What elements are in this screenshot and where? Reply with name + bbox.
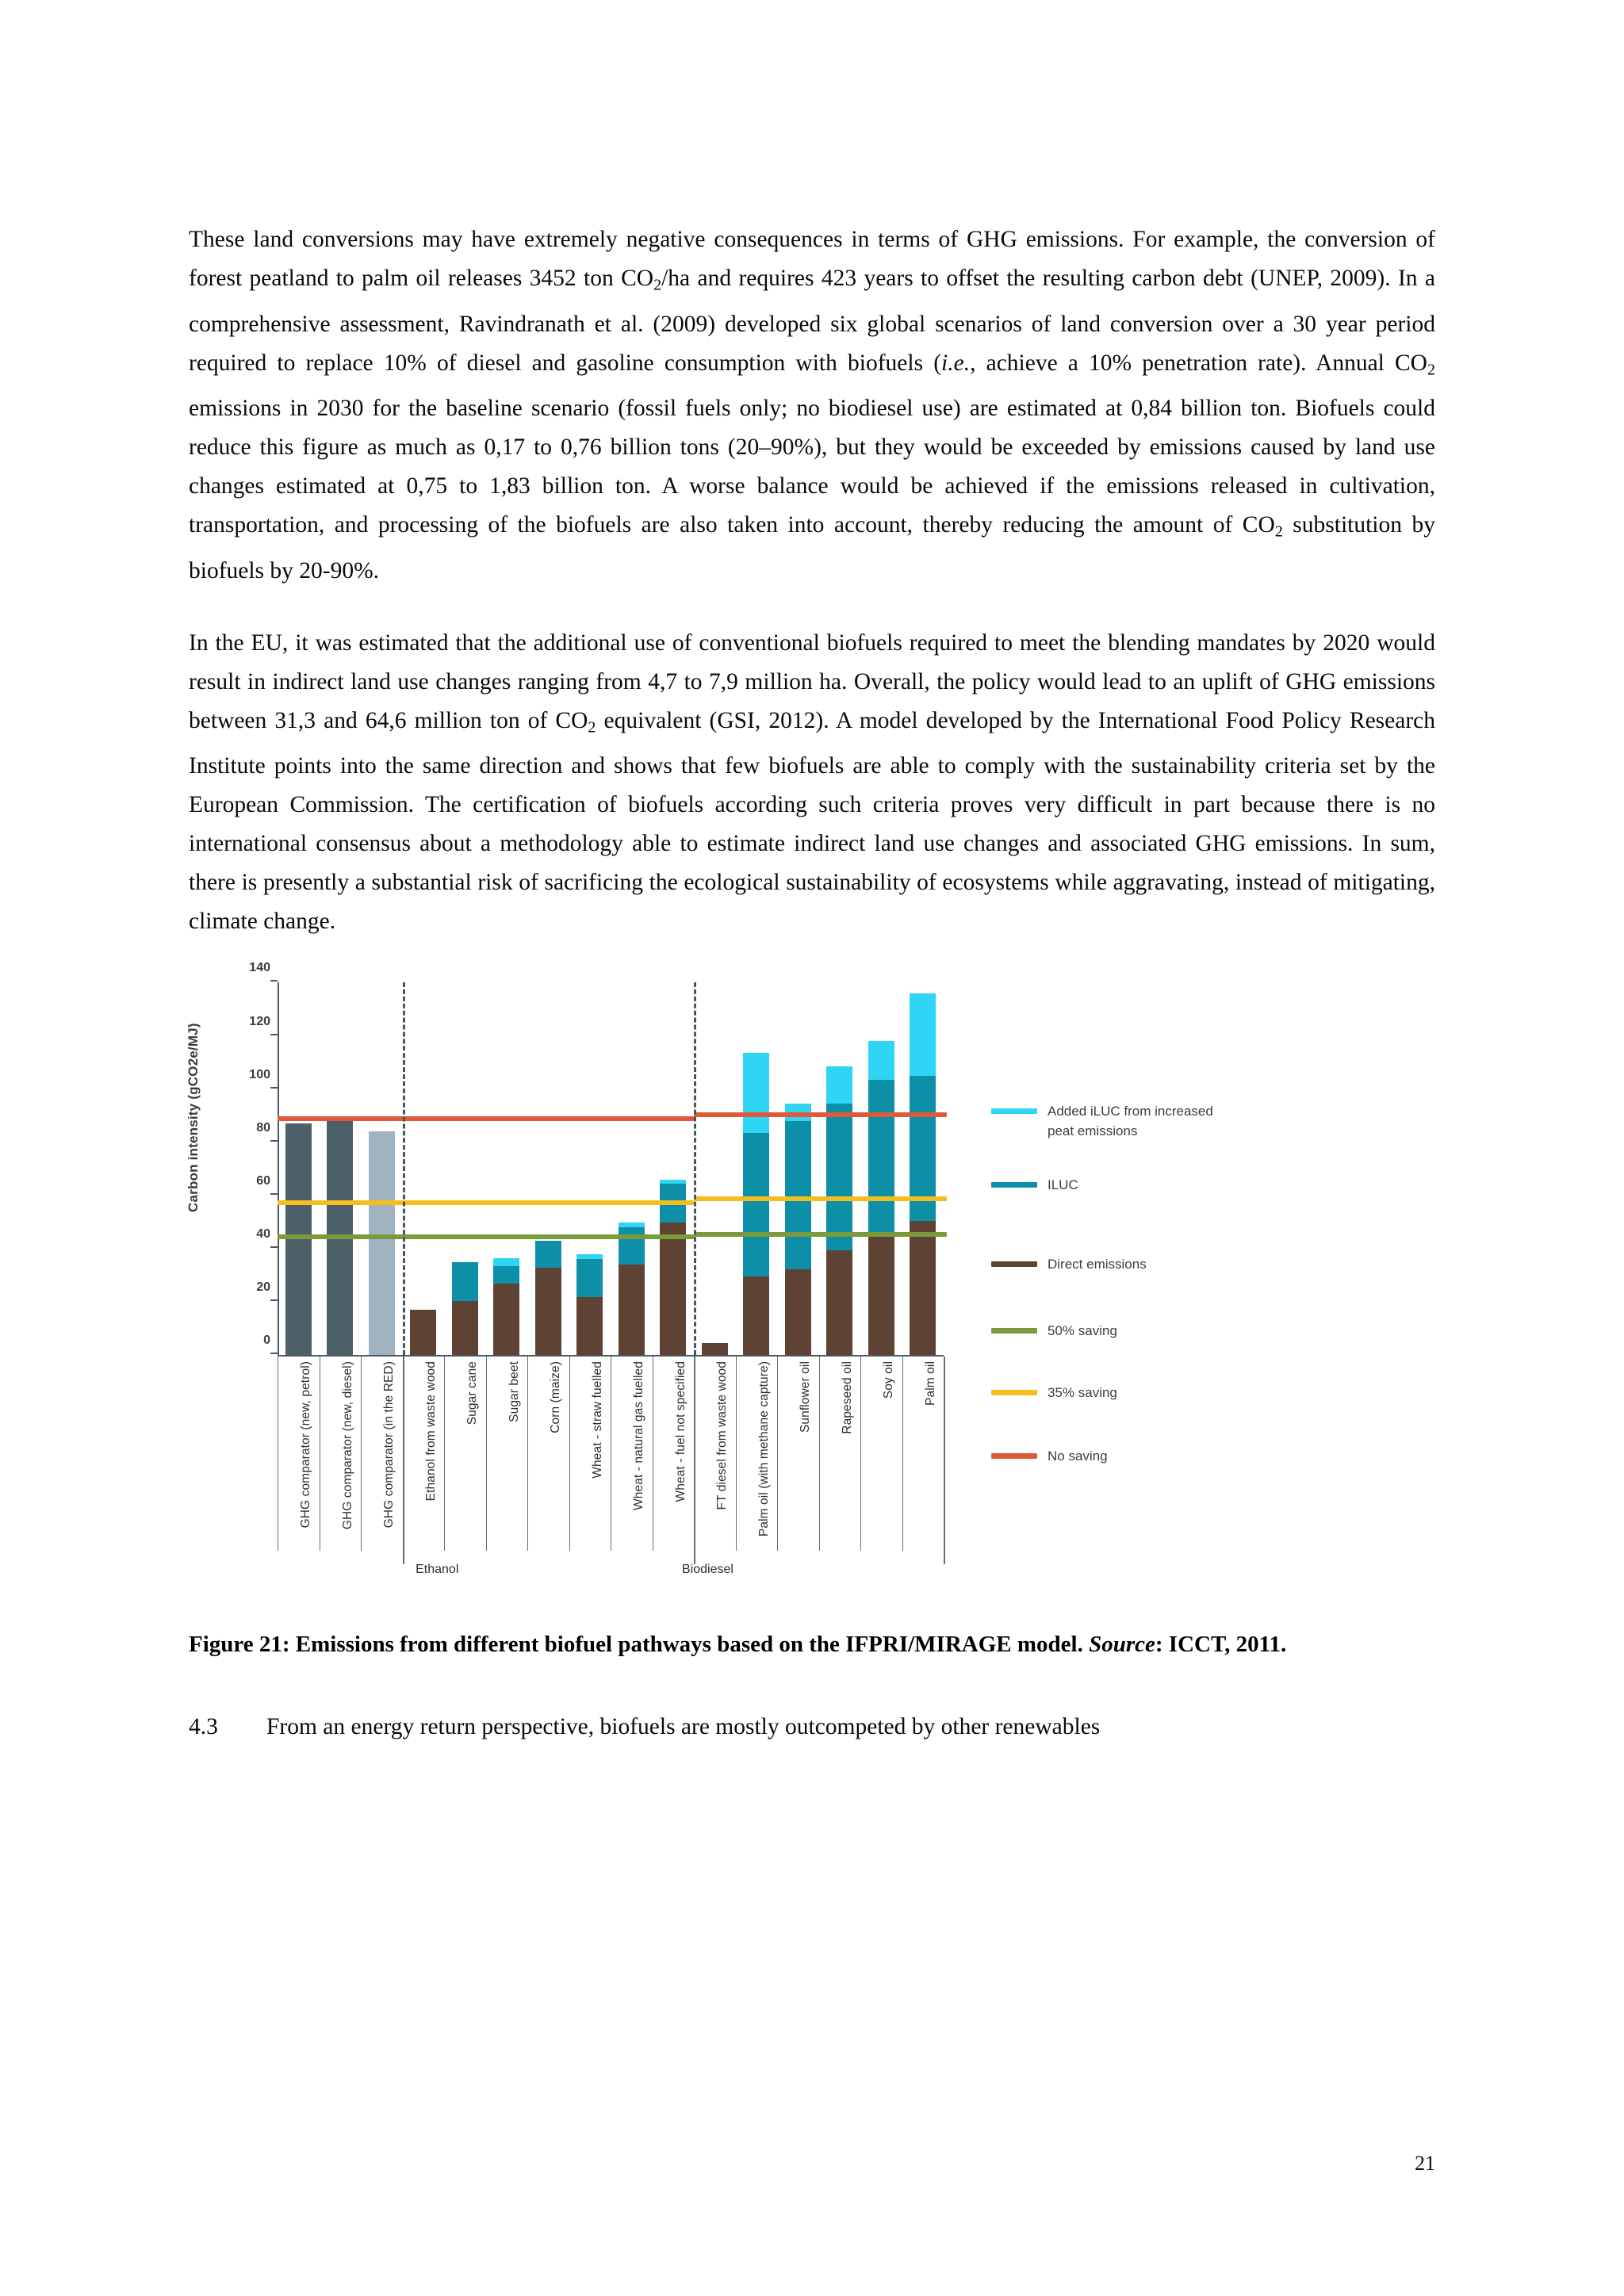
category-cell	[361, 1357, 404, 1551]
bar-segment-peat	[576, 1254, 603, 1259]
chart-bar	[785, 1104, 811, 1355]
bar-segment-iluc	[868, 1080, 894, 1237]
category-cell	[777, 1357, 820, 1551]
legend-item	[991, 1175, 1078, 1195]
chart-bar	[535, 1241, 561, 1355]
chart-bar	[743, 1053, 769, 1355]
bar-segment-iluc	[576, 1259, 603, 1297]
category-label: Sugar beet	[507, 1361, 521, 1423]
category-cell	[569, 1357, 612, 1551]
legend-item	[991, 1321, 1117, 1341]
bar-segment-direct	[785, 1269, 811, 1355]
y-axis-tick-mark	[270, 1193, 278, 1195]
legend-label: No saving	[1048, 1448, 1108, 1464]
bar-segment-iluc	[535, 1241, 561, 1268]
category-label: GHG comparator (new, diesel)	[340, 1361, 354, 1530]
legend-label: 50% saving	[1048, 1323, 1117, 1339]
category-cell	[819, 1357, 862, 1551]
bar-segment-direct	[619, 1265, 645, 1355]
section-divider	[403, 982, 405, 1355]
category-cell	[444, 1357, 487, 1551]
figure-caption-source-value: : ICCT, 2011.	[1155, 1632, 1287, 1658]
reference-line-50-saving	[278, 1234, 694, 1239]
category-label: Soy oil	[882, 1361, 896, 1399]
y-axis-tick: 120	[249, 1014, 270, 1028]
legend-label: ILUC	[1048, 1177, 1078, 1193]
category-label: Palm oil (with methane capture)	[756, 1361, 771, 1537]
category-cell	[902, 1357, 946, 1551]
y-axis-tick: 80	[256, 1120, 270, 1135]
chart-bar	[452, 1262, 478, 1356]
reference-line-50-saving-right	[694, 1232, 947, 1237]
bar-segment-peat	[493, 1258, 519, 1266]
legend-item	[991, 1254, 1147, 1274]
figure-caption-label: Figure 21:	[189, 1632, 290, 1658]
legend-swatch	[991, 1261, 1037, 1267]
group-boundary-line	[403, 1357, 404, 1564]
group-label: Ethanol	[416, 1563, 459, 1577]
chart-bar	[702, 1343, 728, 1355]
bar-segment-iluc	[785, 1121, 811, 1269]
bar-segment-peat	[910, 993, 936, 1076]
y-axis-tick: 60	[256, 1174, 270, 1188]
reference-line-35-saving	[278, 1200, 694, 1205]
category-label: Ethanol from waste wood	[423, 1361, 438, 1502]
bar-segment-iluc	[619, 1227, 645, 1265]
category-cell	[653, 1357, 695, 1551]
y-axis-label: Carbon intensity (gCO2e/MJ)	[186, 1023, 201, 1213]
legend-swatch	[991, 1328, 1037, 1334]
reference-line-no-saving-right	[694, 1112, 947, 1117]
category-cell	[694, 1357, 737, 1551]
group-boundary-line	[944, 1357, 945, 1564]
section-title: From an energy return perspective, biofuels are mostly outcompeted by other renewables	[266, 1714, 1101, 1740]
category-label: GHG comparator (new, petrol)	[299, 1361, 313, 1529]
chart-bar	[493, 1258, 519, 1356]
category-cell	[527, 1357, 570, 1551]
legend-swatch	[991, 1108, 1037, 1114]
category-label: Wheat - fuel not specified	[673, 1361, 688, 1502]
bar-segment-peat	[660, 1180, 686, 1184]
bar-segment-iluc	[743, 1133, 769, 1276]
bar-segment-direct	[660, 1223, 686, 1356]
figure-caption	[189, 1626, 1435, 1663]
category-cell	[403, 1357, 446, 1551]
category-cell	[736, 1357, 779, 1551]
section-divider	[694, 982, 696, 1355]
chart-bar	[910, 993, 936, 1356]
y-axis-tick: 0	[263, 1334, 270, 1348]
legend-label: Added iLUC from increased peat emissions	[1048, 1104, 1213, 1139]
paragraph-2: In the EU, it was estimated that the additional use of conventional biofuels required to meet the blending mandates by 2020 would result in indirect land use changes ranging from 4,7 to 7,9 million ha. Overall, the policy would lead to an uplift of GHG emissions between 31,3 and 64,6 million ton of $CO_2$ equivalent (GSI, 2012). A model developed by the International Food Policy Research Institute points into the same direction and shows that few biofuels are able to comply with the sustainability criteria set by the European Commission. The certification of biofuels according such criteria proves very difficult in part because there is no international consensus about a methodology able to estimate indirect land use changes and associated GHG emissions. In sum, there is presently a substantial risk of sacrificing the ecological sustainability of ecosystems while aggravating, instead of mitigating, climate change.	[189, 629, 1436, 935]
bar-segment-direct	[702, 1343, 728, 1355]
group-boundary-line	[694, 1357, 695, 1564]
category-label: Wheat - natural gas fuelled	[632, 1361, 646, 1511]
y-axis-tick-mark	[270, 1246, 278, 1248]
figure-21	[186, 961, 1435, 1624]
page-content	[186, 220, 1436, 1745]
category-cell	[278, 1357, 320, 1551]
reference-line-no-saving	[278, 1116, 694, 1121]
category-cell	[860, 1357, 903, 1551]
category-label: Corn (maize)	[549, 1361, 563, 1434]
bar-segment-peat	[743, 1053, 769, 1133]
chart-bar	[826, 1066, 852, 1355]
chart-bar	[410, 1310, 436, 1355]
category-cell	[486, 1357, 529, 1551]
y-axis-tick-mark	[270, 1140, 278, 1142]
reference-line-35-saving-right	[694, 1196, 947, 1201]
biofuel-emissions-chart	[186, 961, 1435, 1601]
bar-segment-peat	[826, 1066, 852, 1104]
figure-caption-source-label: Source	[1089, 1632, 1155, 1658]
y-axis-tick: 40	[256, 1227, 270, 1242]
y-axis-tick-mark	[270, 1034, 278, 1035]
y-axis-tick: 100	[249, 1067, 270, 1081]
legend-swatch	[991, 1182, 1037, 1188]
figure-caption-text: Emissions from different biofuel pathways based on the IFPRI/MIRAGE model.	[295, 1632, 1083, 1658]
category-label: FT diesel from waste wood	[715, 1361, 730, 1510]
y-axis-tick: 20	[256, 1280, 270, 1295]
bar-segment-direct	[743, 1276, 769, 1355]
legend-item	[991, 1383, 1117, 1402]
section-heading	[189, 1709, 1435, 1745]
category-label: Rapeseed oil	[840, 1361, 854, 1435]
bar-segment-direct	[910, 1221, 936, 1356]
paragraph-1: These land conversions may have extremely negative consequences in terms of GHG emissions. For example, the conversion of forest peatland to palm oil releases 3452 ton $CO_2/ha$ and requires 423 years to offset the resulting carbon debt (UNEP, 2009). In a comprehensive assessment, Ravindranath et al. (2009) developed six global scenarios of land conversion over a 30 year period required to replace 10% of diesel and gasoline consumption with biofuels (i.e., achieve a 10% penetration rate). Annual $CO_2$ emissions in 2030 for the baseline scenario (fossil fuels only; no biodiesel use) are estimated at 0,84 billion ton. Biofuels could reduce this figure as much as 0,17 to 0,76 billion tons (20–90%), but they would be exceeded by emissions caused by land use changes estimated at 0,75 to 1,83 billion ton. A worse balance would be achieved if the emissions released in cultivation, transportation, and processing of the biofuels are also taken into account, thereby reducing the amount of $CO_2$ substitution by biofuels by 20-90%.	[189, 227, 1436, 584]
chart-bar	[660, 1180, 686, 1356]
page-number: 21	[1415, 2152, 1435, 2175]
legend-swatch	[991, 1453, 1037, 1459]
chart-bar	[285, 1123, 312, 1355]
y-axis-tick-mark	[270, 1353, 278, 1354]
bar-segment-direct	[452, 1301, 478, 1355]
y-axis-tick: 140	[249, 961, 270, 975]
bar-segment-direct	[826, 1250, 852, 1356]
chart-bar	[369, 1131, 395, 1355]
category-cell	[611, 1357, 653, 1551]
bar-segment-direct	[535, 1268, 561, 1355]
y-axis-tick-mark	[270, 1087, 278, 1089]
chart-bar	[576, 1254, 603, 1356]
bar-segment-comparator	[369, 1131, 395, 1355]
chart-bar	[619, 1223, 645, 1356]
legend-swatch	[991, 1390, 1037, 1395]
legend-label: Direct emissions	[1048, 1257, 1147, 1272]
bar-segment-direct	[493, 1284, 519, 1356]
bar-segment-direct	[868, 1237, 894, 1355]
legend-item	[991, 1101, 1242, 1141]
legend-item	[991, 1446, 1108, 1466]
category-label-band	[278, 1357, 944, 1551]
y-axis-tick-mark	[270, 1299, 278, 1301]
category-label: GHG comparator (in the RED)	[382, 1361, 396, 1529]
bar-segment-peat	[619, 1223, 645, 1228]
bar-segment-comparator	[285, 1123, 312, 1355]
plot-area	[249, 961, 944, 1355]
bar-segment-iluc	[826, 1104, 852, 1250]
group-label: Biodiesel	[682, 1563, 733, 1577]
category-label: Wheat - straw fuelled	[590, 1361, 604, 1479]
bar-segment-iluc	[493, 1266, 519, 1284]
category-cell	[320, 1357, 362, 1551]
legend-label: 35% saving	[1048, 1385, 1117, 1401]
bar-segment-direct	[576, 1297, 603, 1356]
bar-segment-iluc	[452, 1262, 478, 1301]
bar-segment-peat	[868, 1041, 894, 1080]
category-label: Sunflower oil	[799, 1361, 813, 1433]
category-label: Sugar cane	[465, 1361, 480, 1425]
bar-segment-direct	[410, 1310, 436, 1355]
y-axis-tick-mark	[270, 980, 278, 982]
section-number: 4.3	[189, 1714, 218, 1740]
category-label: Palm oil	[923, 1361, 937, 1406]
